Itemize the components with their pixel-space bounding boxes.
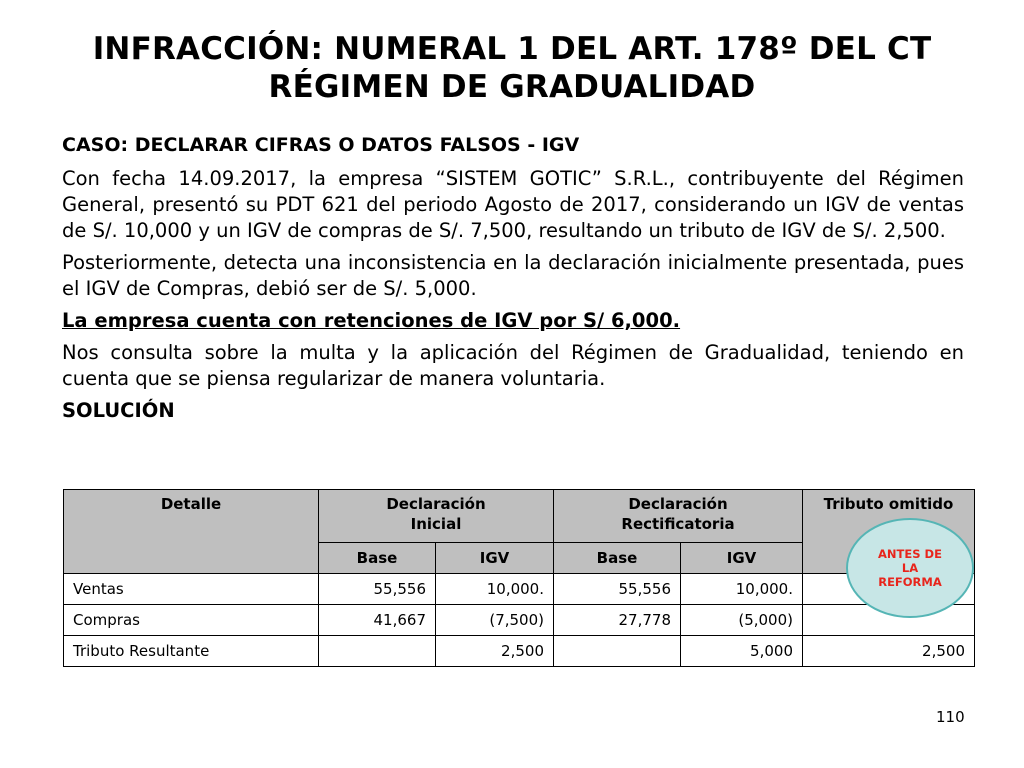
slide-body [62, 132, 964, 430]
cell-base-inicial: 41,667 [319, 605, 436, 636]
cell-base-inicial: 55,556 [319, 574, 436, 605]
page-number: 110 [936, 708, 965, 726]
title-line-1: INFRACCIÓN: NUMERAL 1 DEL ART. 178º DEL CT [92, 31, 932, 67]
row-label: Ventas [64, 574, 319, 605]
cell-base-rectificatoria [554, 636, 681, 667]
header-igv-rectificatoria: IGV [681, 543, 803, 574]
header-base-inicial: Base [319, 543, 436, 574]
antes-de-la-reforma-badge [846, 518, 974, 618]
gradualidad-table [63, 489, 975, 667]
paragraph-inconsistency: Posteriormente, detecta una inconsistencia en la declaración inicialmente presentada, pues el IGV de Compras, debió ser de S/. 5,000. [62, 251, 964, 300]
row-label: Tributo Resultante [64, 636, 319, 667]
paragraph-facts: Con fecha 14.09.2017, la empresa “SISTEM GOTIC” S.R.L., contribuyente del Régimen General, presentó su PDT 621 del periodo Agosto de 2017, considerando un IGV de ventas de S/. 10,000 y un IGV de compras de S/. 7,500, resultando un tributo de IGV de S/. 2,500. [62, 167, 964, 242]
cell-igv-rectificatoria: (5,000) [681, 605, 803, 636]
header-detalle: Detalle [64, 490, 319, 574]
table-header-row [64, 490, 975, 543]
cell-igv-inicial: 10,000. [436, 574, 554, 605]
badge-text: ANTES DE LA REFORMA [878, 547, 942, 589]
header-base-rectificatoria: Base [554, 543, 681, 574]
row-label: Compras [64, 605, 319, 636]
table-row [64, 636, 975, 667]
case-heading: CASO: DECLARAR CIFRAS O DATOS FALSOS - IGV [62, 134, 580, 156]
header-tributo-omitido: Tributo omitido [803, 490, 975, 574]
header-declaracion-inicial: Declaración Inicial [319, 490, 554, 543]
header-igv-inicial: IGV [436, 543, 554, 574]
cell-base-inicial [319, 636, 436, 667]
cell-igv-inicial: 2,500 [436, 636, 554, 667]
table-row [64, 574, 975, 605]
cell-igv-inicial: (7,500) [436, 605, 554, 636]
table-row [64, 605, 975, 636]
slide-title [30, 30, 994, 106]
cell-tributo-omitido: 2,500 [803, 636, 975, 667]
solution-heading: SOLUCIÓN [62, 399, 175, 422]
cell-base-rectificatoria: 55,556 [554, 574, 681, 605]
cell-igv-rectificatoria: 5,000 [681, 636, 803, 667]
cell-base-rectificatoria: 27,778 [554, 605, 681, 636]
cell-igv-rectificatoria: 10,000. [681, 574, 803, 605]
title-line-2: RÉGIMEN DE GRADUALIDAD [268, 69, 756, 105]
paragraph-retentions: La empresa cuenta con retenciones de IGV por S/ 6,000. [62, 309, 681, 332]
paragraph-query: Nos consulta sobre la multa y la aplicación del Régimen de Gradualidad, teniendo en cuenta que se piensa regularizar de manera voluntaria. [62, 341, 964, 390]
header-declaracion-rectificatoria: Declaración Rectificatoria [554, 490, 803, 543]
